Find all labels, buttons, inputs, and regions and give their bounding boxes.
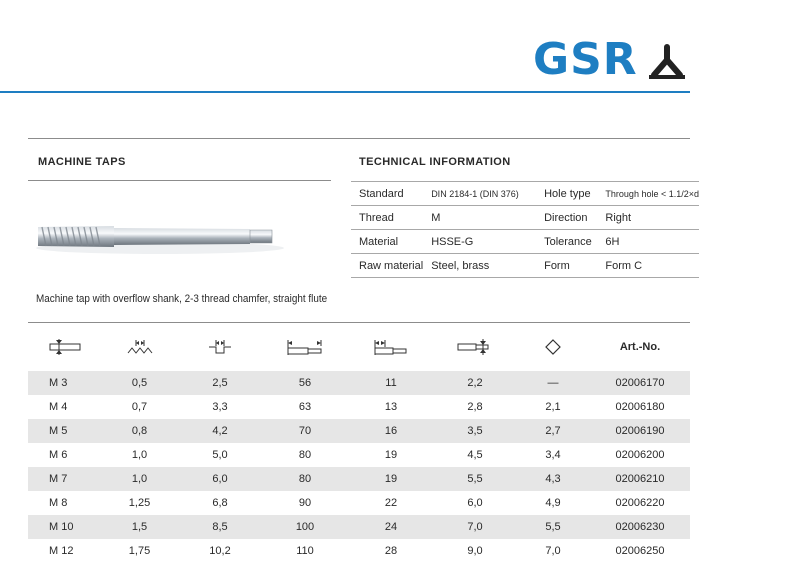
tech-row [351,254,699,278]
product-title-rule [28,180,331,181]
tech-value: DIN 2184-1 (DIN 376) [423,182,536,206]
table-cell: 22 [384,497,398,509]
tech-row [351,206,699,230]
table-cell: 02006250 [615,545,665,557]
table-cell: 6,0 [178,467,262,491]
table-cell: 02006170 [590,371,690,395]
table-cell: 3,4 [545,449,561,461]
col-thread-length [348,323,434,372]
table-cell: 02006180 [615,401,665,413]
thread-pitch-icon [126,338,154,356]
table-cell: 7,0 [545,545,561,557]
table-cell: M 3 [28,371,101,395]
table-cell: 5,0 [212,449,228,461]
table-cell: — [516,371,590,395]
col-shank-diameter [434,323,516,372]
table-cell: 16 [348,419,434,443]
col-square-drive [516,323,590,372]
table-cell: 2,1 [545,401,561,413]
col-total-length [262,323,348,372]
tech-value: M [423,206,536,230]
table-cell: 11 [348,371,434,395]
table-header-row [28,323,690,372]
table-cell: 2,8 [467,401,483,413]
col-nominal-diameter [28,323,101,372]
table-cell: 19 [348,467,434,491]
table-cell: 4,3 [516,467,590,491]
tech-value: Steel, brass [423,254,536,278]
table-cell: 2,7 [516,419,590,443]
table-cell: 02006230 [590,515,690,539]
table-cell: 0,8 [101,419,178,443]
table-cell: 2,5 [178,371,262,395]
table-cell: 6,8 [212,497,228,509]
product-description: Machine tap with overflow shank, 2-3 thread chamfer, straight flute [36,293,328,305]
tech-value: 6H [597,230,699,254]
tech-label: Standard [351,182,423,206]
core-drill-diameter-icon [206,338,234,356]
table-cell: M 10 [28,515,101,539]
table-row [28,539,690,563]
table-cell: 5,5 [434,467,516,491]
col-art-no: Art.-No. [590,323,690,372]
table-cell: M 8 [49,497,68,509]
table-cell: 4,9 [545,497,561,509]
tech-value: Form C [597,254,699,278]
tech-label: Material [351,230,423,254]
table-row [28,443,690,467]
table-cell: M 6 [49,449,68,461]
tech-row [351,182,699,206]
tripod-logo-icon [647,44,687,80]
table-cell: 1,0 [131,449,148,461]
table-cell: 70 [262,419,348,443]
table-cell: 7,0 [434,515,516,539]
table-cell: 02006200 [615,449,665,461]
table-row [28,491,690,515]
table-cell: 1,75 [128,545,151,557]
dimensions-table [28,322,690,563]
table-cell: 28 [384,545,398,557]
table-cell: 8,5 [178,515,262,539]
table-row [28,395,690,419]
product-title: MACHINE TAPS [38,156,126,168]
gsr-logo [533,34,689,85]
table-cell: 100 [262,515,348,539]
table-cell: 3,5 [434,419,516,443]
table-cell: 1,25 [128,497,151,509]
tech-value: Through hole < 1.1/2×d [597,182,699,206]
tech-value: Right [597,206,699,230]
tech-label: Thread [351,206,423,230]
table-cell: 4,5 [467,449,483,461]
total-length-icon [286,338,324,356]
table-cell: 90 [298,497,312,509]
table-cell: M 5 [28,419,101,443]
col-core-drill [178,323,262,372]
machine-tap-image [34,214,286,258]
table-cell: 56 [262,371,348,395]
shank-diameter-icon [456,338,494,356]
table-cell: 9,0 [467,545,483,557]
table-cell: 2,2 [434,371,516,395]
table-cell: 19 [384,449,398,461]
table-cell: 13 [384,401,398,413]
tech-value: HSSE-G [423,230,536,254]
table-cell: 0,7 [131,401,148,413]
table-cell: M 7 [28,467,101,491]
tech-label: Hole type [536,182,597,206]
table-row [28,371,690,395]
table-cell: 1,0 [101,467,178,491]
tech-label: Form [536,254,597,278]
thread-length-icon [373,338,409,356]
technical-info-table [351,181,699,278]
table-cell: 02006220 [615,497,665,509]
table-row [28,419,690,443]
table-cell: 80 [298,449,312,461]
table-cell: 24 [348,515,434,539]
section-top-rule [28,138,690,139]
table-row [28,515,690,539]
brand-name: GSR [533,34,638,85]
table-cell: 5,5 [516,515,590,539]
table-cell: 10,2 [209,545,231,557]
table-cell: M 12 [49,545,74,557]
table-cell: 02006210 [590,467,690,491]
table-cell: 02006190 [590,419,690,443]
tech-label: Direction [536,206,597,230]
table-cell: 63 [298,401,312,413]
technical-title: TECHNICAL INFORMATION [359,156,511,168]
tech-label: Tolerance [536,230,597,254]
table-cell: 6,0 [467,497,483,509]
table-cell: M 4 [49,401,68,413]
square-drive-icon [544,338,562,356]
header-rule [0,91,690,93]
nominal-diameter-icon [47,338,83,356]
table-cell: 0,5 [101,371,178,395]
table-cell: 80 [262,467,348,491]
tech-row [351,230,699,254]
table-cell: 1,5 [101,515,178,539]
col-thread-pitch [101,323,178,372]
table-cell: 110 [296,545,314,557]
table-row [28,467,690,491]
table-cell: 3,3 [212,401,228,413]
tech-label: Raw material [351,254,423,278]
table-cell: 4,2 [178,419,262,443]
